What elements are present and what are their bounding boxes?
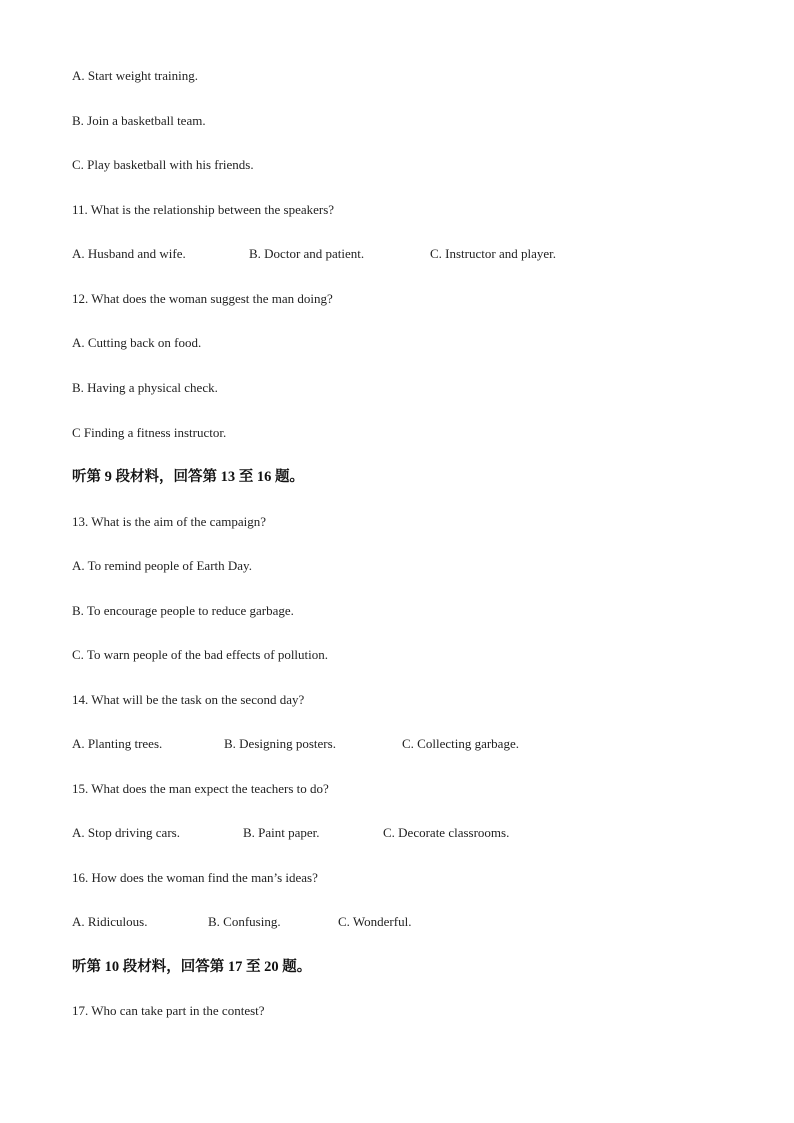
option-line: B. Having a physical check.: [72, 380, 218, 395]
option-a: A. Ridiculous.: [72, 914, 148, 929]
question-15: 15. What does the man expect the teachers to do?: [72, 781, 329, 796]
section-heading-10: 听第 10 段材料，回答第 17 至 20 题。: [72, 959, 312, 975]
option-c: C. Decorate classrooms.: [383, 825, 510, 840]
option-b: B. Doctor and patient.: [249, 246, 365, 261]
question-13: 13. What is the aim of the campaign?: [72, 514, 266, 529]
option-c: C. Instructor and player.: [430, 246, 556, 261]
option-line: A. Cutting back on food.: [72, 335, 202, 350]
question-16: 16. How does the woman find the man’s ideas?: [72, 870, 318, 885]
option-c: C. Collecting garbage.: [402, 736, 519, 751]
question-11: 11. What is the relationship between the speakers?: [72, 202, 335, 217]
section-heading-9: 听第 9 段材料，回答第 13 至 16 题。: [72, 469, 304, 485]
option-line: A. To remind people of Earth Day.: [72, 558, 252, 573]
question-14: 14. What will be the task on the second day?: [72, 692, 305, 707]
option-line: B. Join a basketball team.: [72, 113, 206, 128]
option-b: B. Confusing.: [208, 914, 281, 929]
question-17: 17. Who can take part in the contest?: [72, 1003, 265, 1018]
option-b: B. Paint paper.: [243, 825, 320, 840]
option-a: A. Planting trees.: [72, 736, 163, 751]
option-line: C. Play basketball with his friends.: [72, 157, 254, 172]
option-line: B. To encourage people to reduce garbage.: [72, 603, 294, 618]
option-c: C. Wonderful.: [338, 914, 412, 929]
question-12: 12. What does the woman suggest the man doing?: [72, 291, 333, 306]
option-b: B. Designing posters.: [224, 736, 336, 751]
option-a: A. Stop driving cars.: [72, 825, 180, 840]
option-a: A. Husband and wife.: [72, 246, 186, 261]
option-line: A. Start weight training.: [72, 68, 199, 83]
option-line: C Finding a fitness instructor.: [72, 425, 227, 440]
option-line: C. To warn people of the bad effects of pollution.: [72, 647, 329, 662]
